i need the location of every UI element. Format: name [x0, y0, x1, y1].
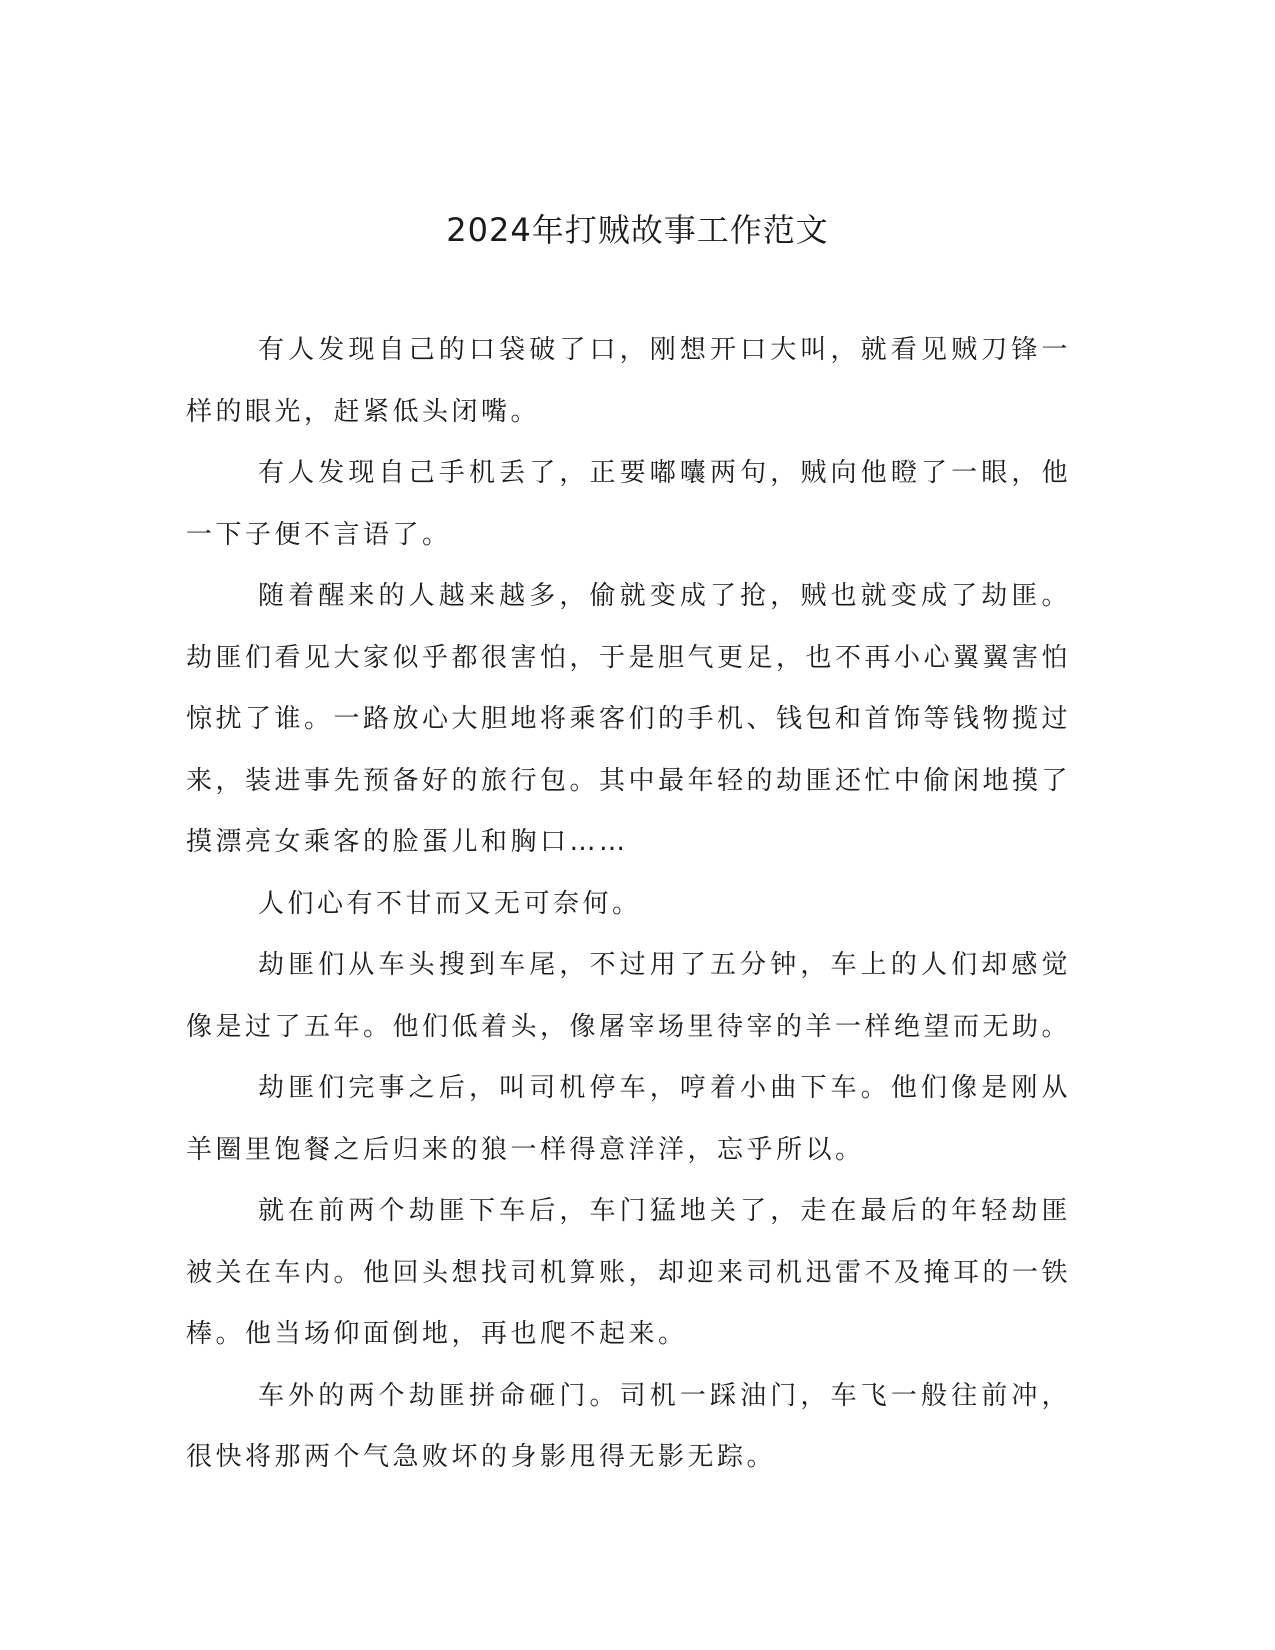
paragraph: 车外的两个劫匪拼命砸门。司机一踩油门，车飞一般往前冲，很快将那两个气急败坏的身影甩得无影无踪。: [186, 1380, 1071, 1472]
paragraph: 人们心有不甘而又无可奈何。: [258, 888, 642, 919]
paragraph: 劫匪们完事之后，叫司机停车，哼着小曲下车。他们像是刚从羊圈里饱餐之后归来的狼一样得意洋洋，忘乎所以。: [186, 1073, 1071, 1165]
paragraph: 有人发现自己的口袋破了口，刚想开口大叫，就看见贼刀锋一样的眼光，赶紧低头闭嘴。: [186, 335, 1071, 427]
paragraph: 就在前两个劫匪下车后，车门猛地关了，走在最后的年轻劫匪被关在车内。他回头想找司机算账，却迎来司机迅雷不及掩耳的一铁棒。他当场仰面倒地，再也爬不起来。: [186, 1196, 1072, 1349]
paragraph: 有人发现自己手机丢了，正要嘟囔两句，贼向他瞪了一眼，他一下子便不言语了。: [186, 458, 1071, 550]
document-body: [186, 320, 1071, 1489]
document-title: 2024年打贼故事工作范文: [446, 211, 829, 249]
paragraph: 随着醒来的人越来越多，偷就变成了抢，贼也就变成了劫匪。劫匪们看见大家似乎都很害怕，于是胆气更足，也不再小心翼翼害怕惊扰了谁。一路放心大胆地将乘客们的手机、钱包和首饰等钱物揽过来，装进事先预备好的旅行包。其中最年轻的劫匪还忙中偷闲地摸了摸漂亮女乘客的脸蛋儿和胸口……: [186, 581, 1072, 857]
paragraph: 劫匪们从车头搜到车尾，不过用了五分钟，车上的人们却感觉像是过了五年。他们低着头，像屠宰场里待宰的羊一样绝望而无助。: [186, 950, 1072, 1042]
